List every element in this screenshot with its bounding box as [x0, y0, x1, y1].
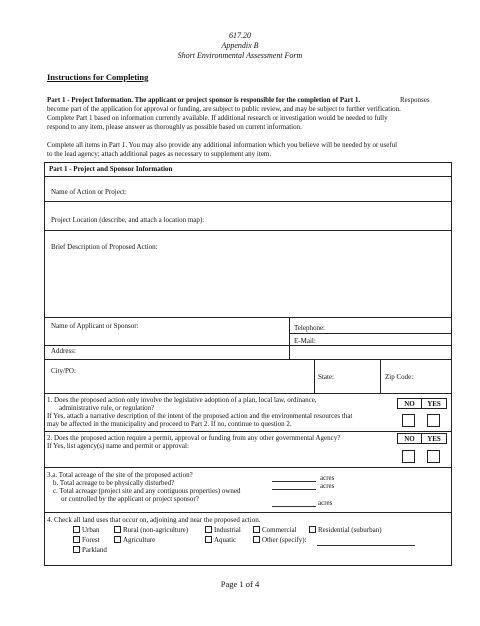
- instructions-p1-line2: become part of the application for approval or funding, are subject to public review, and may be subject to further verification.: [47, 105, 401, 113]
- q1-line4: may be affected in the municipality and proceed to Part 2. If no, continue to question 2.: [47, 420, 292, 428]
- city-field[interactable]: [85, 365, 310, 385]
- name-of-action-field[interactable]: [160, 184, 448, 198]
- aquatic-checkbox[interactable]: [205, 536, 212, 543]
- residential-label: Residential (suburban): [318, 526, 382, 534]
- divider: [380, 359, 381, 393]
- other-specify-field[interactable]: [317, 545, 415, 546]
- q3c-acres-field[interactable]: [272, 506, 316, 507]
- agriculture-checkbox[interactable]: [114, 536, 121, 543]
- q3c-label-line2: or controlled by the applicant or project sponsor?: [61, 495, 199, 503]
- q2-yes-header: YES: [421, 433, 447, 444]
- q3b-acres-unit: acres: [320, 482, 335, 490]
- divider: [44, 467, 452, 468]
- q1-line1: 1. Does the proposed action only involve the legislative adoption of a plan, local law, ordinance,: [47, 396, 317, 404]
- email-label: E-Mail:: [294, 337, 316, 345]
- rural-label: Rural (non-agriculture): [123, 526, 189, 534]
- q3b-acres-field[interactable]: [272, 489, 316, 490]
- project-location-label: Project Location (describe, and attach a location map):: [51, 216, 205, 224]
- applicant-field[interactable]: [160, 320, 285, 332]
- divider: [44, 393, 452, 394]
- rural-checkbox[interactable]: [114, 526, 121, 533]
- divider: [44, 230, 452, 231]
- commercial-checkbox[interactable]: [253, 526, 260, 533]
- telephone-label: Telephone:: [294, 324, 325, 332]
- divider: [289, 317, 290, 359]
- state-label: State:: [318, 373, 334, 381]
- parkland-label: Parkland: [82, 546, 107, 554]
- divider: [314, 359, 315, 393]
- part1-title: Part 1 - Project and Sponsor Information: [49, 165, 173, 173]
- instructions-p1-tail: Responses: [400, 96, 430, 104]
- q3c-acres-unit: acres: [318, 499, 333, 507]
- instructions-heading: Instructions for Completing: [47, 72, 149, 82]
- industrial-checkbox[interactable]: [205, 526, 212, 533]
- applicant-label: Name of Applicant or Sponsor:: [51, 322, 139, 330]
- q1-no-header: NO: [397, 398, 422, 409]
- instructions-p1-lead: Part 1 - Project Information. The applicant or project sponsor is responsible for the completion of Part 1.: [47, 96, 361, 104]
- q2-agency-field[interactable]: [47, 451, 387, 465]
- other-checkbox[interactable]: [253, 536, 260, 543]
- q2-no-checkbox[interactable]: [402, 450, 415, 463]
- divider: [44, 201, 452, 202]
- address-field[interactable]: [90, 345, 285, 357]
- form-number: 617.20: [229, 31, 251, 40]
- divider: [44, 176, 452, 177]
- other-label: Other (specify):: [262, 536, 307, 544]
- q1-no-checkbox[interactable]: [402, 414, 415, 427]
- divider: [44, 359, 452, 360]
- urban-checkbox[interactable]: [73, 526, 80, 533]
- q1-yes-header: YES: [421, 398, 447, 409]
- divider: [44, 512, 452, 513]
- forest-checkbox[interactable]: [73, 536, 80, 543]
- name-of-action-label: Name of Action or Project:: [51, 188, 127, 196]
- project-location-field[interactable]: [260, 212, 448, 226]
- industrial-label: Industrial: [214, 526, 241, 534]
- q2-yes-checkbox[interactable]: [427, 450, 440, 463]
- instructions-p2-line1: Complete all items in Part 1. You may also provide any additional information which you believe will be needed by or useful: [47, 141, 398, 149]
- q1-line3: If Yes, attach a narrative description of the intent of the proposed action and the environmental resources that: [47, 412, 353, 420]
- urban-label: Urban: [82, 526, 100, 534]
- divider: [289, 333, 452, 334]
- appendix-label: Appendix B: [221, 41, 259, 50]
- instructions-p2-line2: to the lead agency; attach additional pages as necessary to supplement any item.: [47, 150, 272, 158]
- email-field[interactable]: [325, 335, 447, 345]
- brief-description-label: Brief Description of Proposed Action:: [51, 243, 158, 251]
- instructions-p1-line3: Complete Part 1 based on information currently available. If additional research or investigation would be needed to fully: [47, 114, 388, 122]
- residential-checkbox[interactable]: [309, 526, 316, 533]
- q1-line2: administrative rule, or regulation?: [59, 404, 155, 412]
- zip-field[interactable]: [418, 371, 448, 387]
- agriculture-label: Agriculture: [123, 536, 156, 544]
- q3a-acres-unit: acres: [320, 474, 335, 482]
- brief-description-field[interactable]: [50, 254, 448, 314]
- q2-line1: 2. Does the proposed action require a permit, approval or funding from any other governmental Agency?: [47, 434, 341, 442]
- q2-line2: If Yes, list agency(s) name and permit or approval:: [47, 442, 189, 450]
- divider: [44, 317, 452, 318]
- forest-label: Forest: [82, 536, 100, 544]
- address-label: Address:: [51, 347, 76, 355]
- instructions-p1-line4: respond to any item, please answer as thoroughly as possible based on current information.: [47, 123, 302, 131]
- page-number: Page 1 of 4: [220, 579, 260, 589]
- parkland-checkbox[interactable]: [73, 546, 80, 553]
- q2-no-header: NO: [397, 433, 422, 444]
- state-field[interactable]: [342, 371, 374, 387]
- zip-label: Zip Code:: [385, 373, 414, 381]
- q3a-acres-field[interactable]: [272, 481, 316, 482]
- aquatic-label: Aquatic: [214, 536, 237, 544]
- telephone-field[interactable]: [335, 322, 447, 332]
- divider: [44, 431, 452, 432]
- q4-label: 4. Check all land uses that occur on, adjoining and near the proposed action.: [47, 516, 261, 524]
- q1-yes-checkbox[interactable]: [427, 414, 440, 427]
- q3b-label: b. Total acreage to be physically disturbed?: [53, 479, 175, 487]
- city-label: City/PO:: [51, 367, 76, 375]
- q3c-label-line1: c. Total acreage (project site and any contiguous properties) owned: [53, 487, 241, 495]
- commercial-label: Commercial: [262, 526, 297, 534]
- q3a-label: 3.a. Total acreage of the site of the proposed action?: [47, 471, 193, 479]
- form-title: Short Environmental Assessment Form: [177, 51, 303, 60]
